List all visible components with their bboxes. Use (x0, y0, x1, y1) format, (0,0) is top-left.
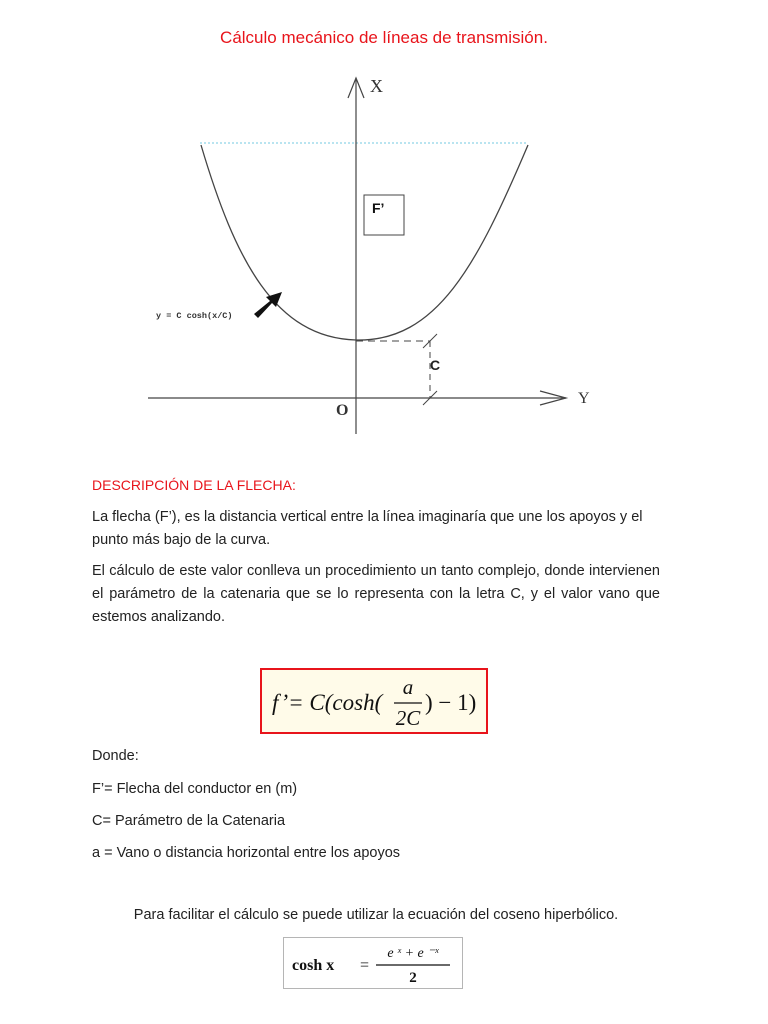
cosh-formula (284, 938, 462, 988)
sag-formula-lhs: f’= C(cosh( (272, 690, 383, 715)
sag-formula-numerator: a (402, 675, 414, 699)
parameter-label: C (430, 357, 441, 373)
definition-item: F’= Flecha del conductor en (m) (92, 781, 298, 797)
cosh-formula-lhs: cosh x (292, 957, 335, 974)
page-title: Cálculo mecánico de líneas de transmisión. (220, 28, 548, 47)
origin-label: O (336, 402, 349, 419)
y-axis-label: Y (578, 390, 590, 407)
section-heading: DESCRIPCIÓN DE LA FLECHA: (92, 477, 296, 493)
catenary-diagram (0, 0, 768, 460)
cosh-note: Para facilitar el cálculo se puede utilizar la ecuación del coseno hiperbólico. (133, 907, 619, 923)
x-axis-label: X (370, 76, 383, 96)
curve-equation-label: y = C cosh(x/C) (156, 311, 233, 321)
flecha-label: F’ (372, 200, 385, 216)
definition-item: a = Vano o distancia horizontal entre los apoyos (92, 845, 401, 861)
sag-formula-denominator: 2C (395, 706, 421, 730)
cosh-formula-denominator: 2 (409, 970, 417, 986)
cosh-formula-equals: = (360, 957, 370, 974)
cosh-formula-numerator: e ˣ + e ⁻ˣ (387, 946, 439, 961)
paragraph-flecha-definition: La flecha (F’), es la distancia vertical entre la línea imaginaría que une los apoyos y el punto más bajo de la curva. (92, 509, 643, 548)
donde-label: Donde: (92, 748, 139, 764)
sag-formula-rhs: ) − 1) (425, 690, 477, 715)
definition-item: C= Parámetro de la Catenaria (92, 813, 286, 829)
cosh-formula-box (283, 937, 463, 989)
paragraph-calculation: El cálculo de este valor conlleva un procedimiento un tanto complejo, donde intervienen el parámetro de la catenaria que se lo representa con la letra C, y el valor vano que estemos analizando. (92, 563, 660, 625)
catenary-curve (201, 145, 528, 340)
sag-formula (262, 670, 486, 732)
sag-formula-box (260, 668, 488, 734)
